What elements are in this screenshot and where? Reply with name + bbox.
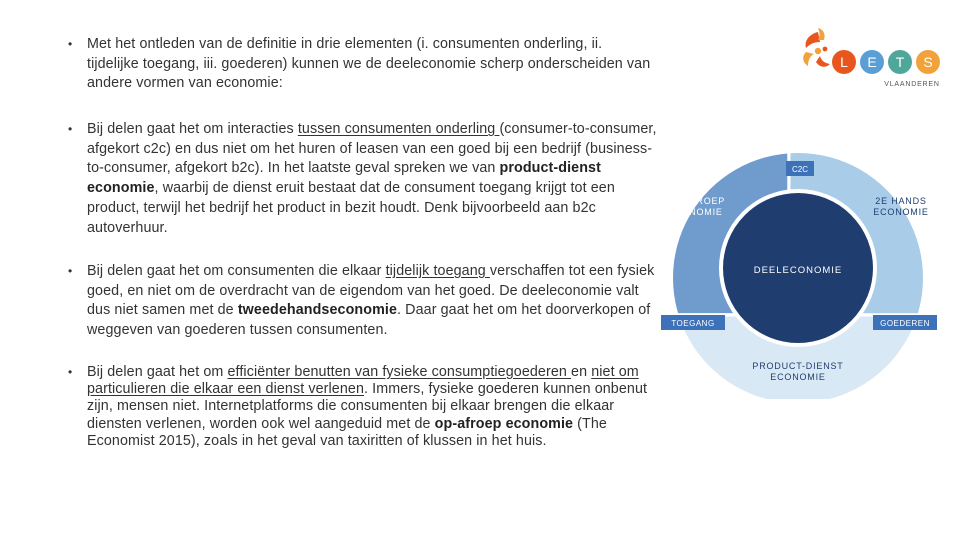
label-op-afroep-1: OP-AFROEP bbox=[664, 196, 726, 206]
bullet-text: (The Economist 2015), zoals in het geval van taxiritten of klussen in het huis. bbox=[87, 415, 607, 449]
bullet-text: Bij delen gaat het om consumenten die elkaar bbox=[87, 263, 386, 279]
label-product-dienst-1: PRODUCT-DIENST bbox=[752, 361, 844, 371]
pinwheel-icon bbox=[803, 28, 830, 67]
bullet-text: Met het ontleden van de definitie in drie elementen (i. consumenten onderling, ii. tijdelijke toegang, iii. goederen) kunnen we de deeleconomie scherp onderscheiden van andere vormen van economie: bbox=[87, 36, 651, 92]
bullet-text: Bij delen gaat het om bbox=[87, 364, 228, 380]
bullet-text: , waarbij de dienst eruit bestaat dat de consument toegang krijgt tot een product, terwijl het bedrijf het product in bezit houdt. Denk bijvoorbeeld aan b2c autoverhuur. bbox=[87, 180, 615, 236]
bold-term: product-dienst economie bbox=[87, 160, 601, 197]
logo-letter: T bbox=[895, 54, 905, 70]
underlined-term: tijdelijk toegang bbox=[385, 263, 490, 279]
underlined-term: efficiënter benutten van fysieke consumptiegoederen bbox=[227, 364, 572, 380]
bullet-text: en bbox=[571, 364, 592, 380]
bullet-dot: • bbox=[68, 365, 73, 379]
logo-letter: L bbox=[840, 54, 848, 70]
bullet-dot: • bbox=[68, 37, 73, 51]
bullet-dot: • bbox=[68, 122, 73, 136]
bullet-text: (consumer-to-consumer, afgekort c2c) en dus niet om het huren of leasen van een goed bij een bedrijf (business-to-consumer, afgekort b2c). In het laatste geval spreken we van bbox=[87, 121, 657, 177]
bullet-text: . Immers, fysieke goederen kunnen onbenut zijn, mensen niet. Internetplatforms die consumenten bij elkaar brengen die elkaar diensten verlenen, worden ook wel aangeduid met de bbox=[87, 381, 648, 432]
lets-vlaanderen-logo bbox=[796, 26, 946, 92]
bullet-dot: • bbox=[68, 264, 73, 278]
bold-term: op-afroep economie bbox=[434, 415, 574, 432]
label-goederen: GOEDEREN bbox=[880, 319, 930, 328]
label-product-dienst-2: ECONOMIE bbox=[770, 372, 826, 382]
deeleconomie-diagram bbox=[657, 147, 940, 399]
label-op-afroep-2: ECONOMIE bbox=[667, 207, 723, 217]
bullet-definition bbox=[68, 35, 658, 94]
label-2e-hands-1: 2E HANDS bbox=[875, 196, 927, 206]
underlined-term: tussen consumenten onderling bbox=[297, 121, 500, 137]
logo-letter: E bbox=[867, 54, 877, 70]
center-label: DEELECONOMIE bbox=[753, 265, 843, 276]
label-toegang: TOEGANG bbox=[671, 319, 715, 328]
bullet-text: . Daar gaat het om het doorverkopen of weggeven van goederen tussen consumenten. bbox=[87, 302, 651, 339]
underlined-term: niet om particulieren die elkaar een dienst verlenen bbox=[87, 364, 639, 398]
bullet-consumenten-onderling bbox=[68, 120, 658, 238]
label-c2c: C2C bbox=[791, 165, 809, 174]
label-2e-hands-2: ECONOMIE bbox=[873, 207, 929, 217]
bullet-tijdelijke-toegang bbox=[68, 262, 658, 341]
bullet-text: Bij delen gaat het om interacties bbox=[87, 121, 298, 137]
bold-term: tweedehandseconomie bbox=[237, 302, 398, 319]
bullet-fysieke-goederen bbox=[68, 364, 658, 450]
logo-subtitle: VLAANDEREN bbox=[884, 81, 940, 88]
logo-letter: S bbox=[923, 54, 933, 70]
bullet-text: verschaffen tot een fysiek goed, en niet om de overdracht van de eigendom van het goed. De deeleconomie valt dus niet samen met de bbox=[87, 263, 655, 319]
